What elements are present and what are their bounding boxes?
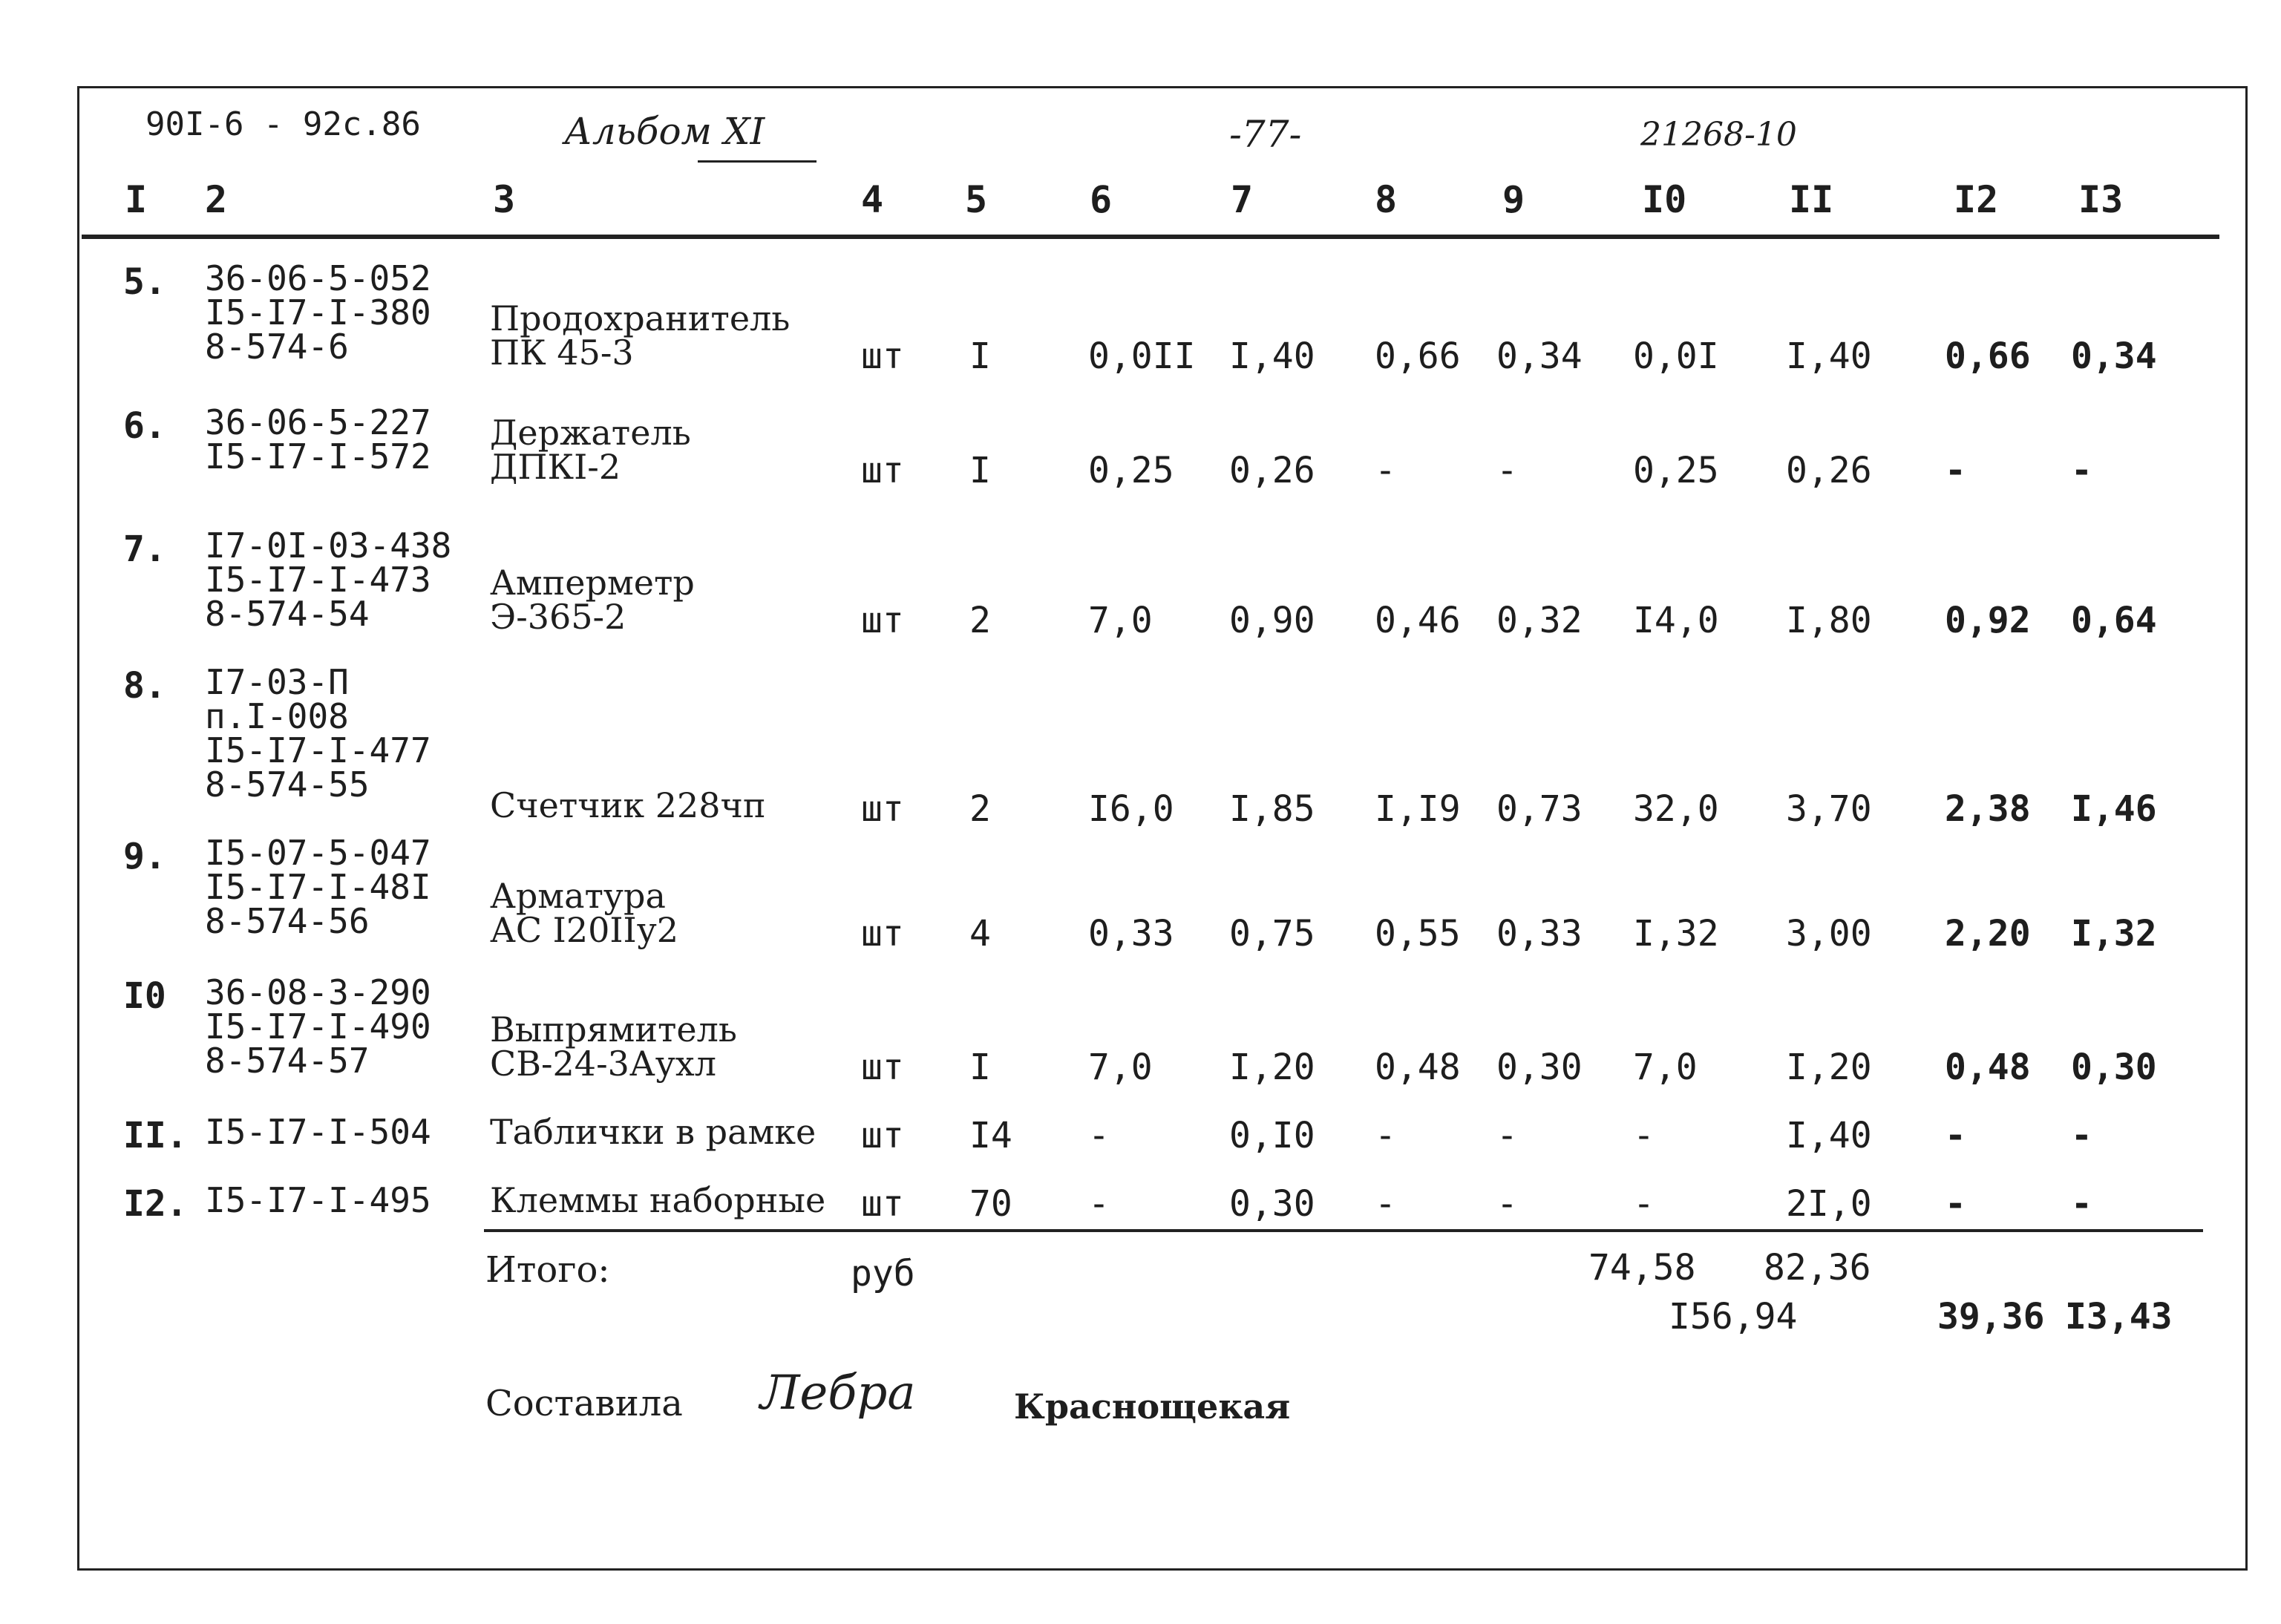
cell-c8: -	[1375, 1183, 1396, 1225]
header-rule	[82, 235, 2219, 239]
cell-c7: 0,30	[1229, 1183, 1315, 1225]
column-number: I0	[1642, 178, 1687, 221]
cell-c12: 0,66	[1945, 335, 2031, 377]
cell-c7: 0,I0	[1229, 1115, 1315, 1156]
cell-unit: шт	[861, 1047, 904, 1088]
item-name: Э-365-2	[490, 597, 626, 637]
signature: Лебра	[760, 1366, 916, 1421]
cell-c6: 7,0	[1088, 1047, 1153, 1088]
item-name: Выпрямитель	[490, 1009, 737, 1050]
cell-c7: 0,75	[1229, 913, 1315, 955]
row-number: 6.	[123, 405, 166, 447]
cell-c6: 0,33	[1088, 913, 1174, 955]
cell-c8: 0,55	[1375, 913, 1461, 955]
cell-c10: 0,0I	[1633, 335, 1719, 377]
catalog-code: 8-574-57	[205, 1041, 370, 1081]
column-number: 3	[493, 178, 516, 221]
catalog-code: 36-06-5-052	[205, 258, 431, 298]
cell-c10: 7,0	[1633, 1047, 1698, 1088]
cell-c12: -	[1945, 1183, 1966, 1225]
cell-c13: 0,34	[2071, 335, 2157, 377]
cell-c6: 0,25	[1088, 450, 1174, 491]
cell-c11: 3,70	[1786, 788, 1872, 830]
totals-label: Итого:	[485, 1249, 610, 1291]
cell-c13: I,32	[2071, 913, 2157, 955]
catalog-code: 8-574-56	[205, 901, 370, 941]
item-name: ДПКI-2	[490, 447, 621, 487]
cell-c11: I,20	[1786, 1047, 1872, 1088]
column-number: 2	[205, 178, 228, 221]
cell-c7: I,85	[1229, 788, 1315, 830]
column-number: I3	[2078, 178, 2124, 221]
item-name: Арматура	[490, 876, 666, 916]
row-number: 5.	[123, 261, 166, 303]
album-underline	[698, 160, 816, 163]
cell-c11: I,40	[1786, 335, 1872, 377]
cell-c9: -	[1496, 1183, 1518, 1225]
compiler-name: Краснощекая	[1014, 1386, 1291, 1427]
catalog-code: I7-0I-03-438	[205, 525, 452, 566]
cell-c9: -	[1496, 450, 1518, 491]
item-name: Продохранитель	[490, 298, 791, 338]
cell-c13: -	[2071, 450, 2092, 491]
catalog-code: I5-I7-I-572	[205, 436, 431, 477]
cell-c7: I,20	[1229, 1047, 1315, 1088]
cell-c8: 0,46	[1375, 600, 1461, 641]
cell-c10: I,32	[1633, 913, 1719, 955]
totals-rule	[484, 1229, 2203, 1232]
cell-c10: I4,0	[1633, 600, 1719, 641]
catalog-code: I5-07-5-047	[205, 833, 431, 873]
column-number: 7	[1231, 178, 1254, 221]
cell-c12: 2,38	[1945, 788, 2031, 830]
column-number: 4	[861, 178, 884, 221]
doc-code: 90I-6 - 92c.86	[145, 105, 421, 143]
column-number: 6	[1090, 178, 1113, 221]
cell-c9: 0,33	[1496, 913, 1583, 955]
cell-c12: 2,20	[1945, 913, 2031, 955]
cell-qty: 4	[969, 913, 991, 955]
row-number: 8.	[123, 665, 166, 707]
catalog-code: I5-I7-I-380	[205, 292, 431, 333]
album-label: Альбом XI	[564, 110, 765, 153]
row-number: 9.	[123, 836, 166, 877]
item-name: Амперметр	[490, 563, 695, 603]
catalog-code: I5-I7-I-504	[205, 1112, 431, 1152]
row-number: 7.	[123, 528, 166, 570]
cell-unit: шт	[861, 600, 904, 641]
totals-col12: 39,36	[1937, 1296, 2045, 1337]
cell-c10: -	[1633, 1115, 1655, 1156]
cell-c11: 3,00	[1786, 913, 1872, 955]
cell-c8: I,I9	[1375, 788, 1461, 830]
cell-qty: I4	[969, 1115, 1012, 1156]
cell-c10: -	[1633, 1183, 1655, 1225]
compiled-by-label: Составила	[485, 1383, 683, 1424]
cell-c7: 0,26	[1229, 450, 1315, 491]
cell-c11: 0,26	[1786, 450, 1872, 491]
cell-c10: 32,0	[1633, 788, 1719, 830]
cell-c13: 0,64	[2071, 600, 2157, 641]
item-name: Держатель	[490, 413, 691, 453]
cell-qty: 2	[969, 788, 991, 830]
catalog-code: 8-574-55	[205, 764, 370, 805]
column-number: 5	[965, 178, 988, 221]
cell-qty: I	[969, 450, 991, 491]
item-name: Клеммы наборные	[490, 1180, 826, 1220]
cell-unit: шт	[861, 335, 904, 377]
cell-unit: шт	[861, 450, 904, 491]
catalog-code: I5-I7-I-477	[205, 730, 431, 770]
cell-c10: 0,25	[1633, 450, 1719, 491]
catalog-code: I5-I7-I-490	[205, 1006, 431, 1047]
cell-c8: 0,48	[1375, 1047, 1461, 1088]
cell-c12: 0,92	[1945, 600, 2031, 641]
cell-c6: I6,0	[1088, 788, 1174, 830]
cell-unit: шт	[861, 1183, 904, 1225]
cell-c9: 0,32	[1496, 600, 1583, 641]
cell-c9: 0,34	[1496, 335, 1583, 377]
totals-sum-10-11: I56,94	[1669, 1296, 1798, 1337]
catalog-code: I5-I7-I-473	[205, 560, 431, 600]
row-number: II.	[123, 1115, 188, 1156]
row-number: I0	[123, 975, 166, 1017]
cell-c7: I,40	[1229, 335, 1315, 377]
catalog-code: 36-06-5-227	[205, 402, 431, 442]
item-name: СВ-24-3Аухл	[490, 1044, 716, 1084]
column-number: II	[1789, 178, 1834, 221]
cell-c6: 7,0	[1088, 600, 1153, 641]
cell-qty: 70	[969, 1183, 1012, 1225]
reference-number: 21268-10	[1640, 116, 1797, 154]
cell-c12: -	[1945, 1115, 1966, 1156]
cell-unit: шт	[861, 913, 904, 955]
cell-qty: I	[969, 335, 991, 377]
cell-c7: 0,90	[1229, 600, 1315, 641]
item-name: АС I20IIу2	[490, 910, 679, 950]
cell-c11: I,40	[1786, 1115, 1872, 1156]
totals-col13: I3,43	[2065, 1296, 2173, 1337]
cell-c13: I,46	[2071, 788, 2157, 830]
cell-unit: шт	[861, 1115, 904, 1156]
row-number: I2.	[123, 1183, 188, 1225]
item-name: ПК 45-3	[490, 333, 634, 373]
cell-c8: -	[1375, 1115, 1396, 1156]
totals-col11: 82,36	[1764, 1247, 1871, 1289]
cell-c6: 0,0II	[1088, 335, 1196, 377]
catalog-code: 36-08-3-290	[205, 972, 431, 1012]
cell-unit: шт	[861, 788, 904, 830]
catalog-code: I5-I7-I-48I	[205, 867, 431, 907]
page-number: -77-	[1229, 113, 1302, 156]
cell-c12: 0,48	[1945, 1047, 2031, 1088]
cell-c6: -	[1088, 1183, 1110, 1225]
totals-col10: 74,58	[1588, 1247, 1696, 1289]
cell-c11: 2I,0	[1786, 1183, 1872, 1225]
cell-c8: -	[1375, 450, 1396, 491]
catalog-code: I7-03-П	[205, 662, 349, 702]
column-number: 8	[1375, 178, 1398, 221]
column-number: 9	[1502, 178, 1525, 221]
item-name: Счетчик 228чп	[490, 785, 766, 825]
item-name: Таблички в рамке	[490, 1112, 816, 1152]
cell-c9: -	[1496, 1115, 1518, 1156]
cell-c13: 0,30	[2071, 1047, 2157, 1088]
cell-c6: -	[1088, 1115, 1110, 1156]
cell-qty: I	[969, 1047, 991, 1088]
column-number: I2	[1954, 178, 1999, 221]
totals-unit: руб	[851, 1253, 915, 1294]
cell-c13: -	[2071, 1183, 2092, 1225]
catalog-code: 8-574-54	[205, 594, 370, 634]
cell-c8: 0,66	[1375, 335, 1461, 377]
cell-c12: -	[1945, 450, 1966, 491]
cell-c9: 0,73	[1496, 788, 1583, 830]
catalog-code: I5-I7-I-495	[205, 1180, 431, 1220]
cell-c11: I,80	[1786, 600, 1872, 641]
column-number: I	[125, 178, 148, 221]
catalog-code: п.I-008	[205, 696, 349, 736]
cell-c9: 0,30	[1496, 1047, 1583, 1088]
cell-c13: -	[2071, 1115, 2092, 1156]
cell-qty: 2	[969, 600, 991, 641]
catalog-code: 8-574-6	[205, 327, 349, 367]
